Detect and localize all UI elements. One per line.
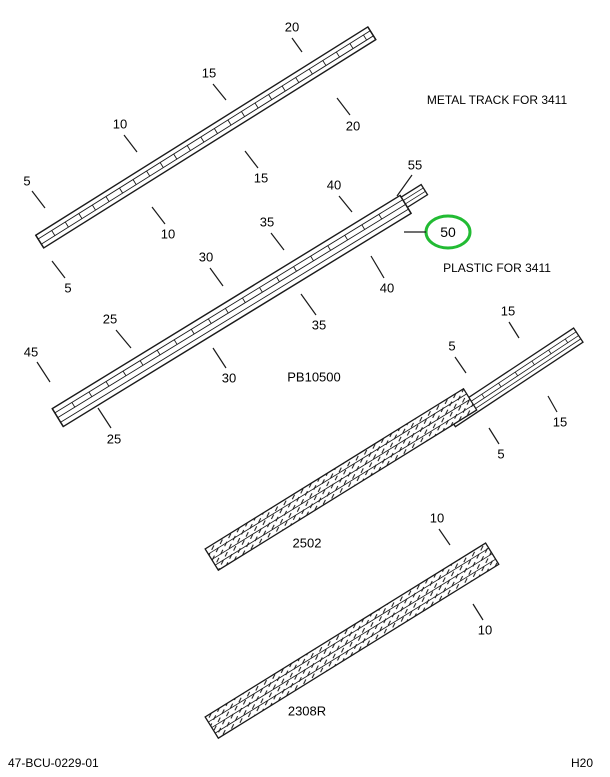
callout-label-5-3: 5 — [23, 173, 31, 189]
callout-label-10-2: 10 — [112, 116, 128, 132]
leader-line-5-21 — [489, 428, 499, 444]
leader-line-20-4 — [337, 98, 350, 115]
callout-label-45-13: 45 — [23, 344, 39, 360]
part-number-pb10500: PB10500 — [287, 369, 341, 385]
leader-line-35-15 — [301, 294, 316, 315]
note-metal-track: METAL TRACK FOR 3411 — [426, 93, 568, 107]
leader-line-5-3 — [32, 191, 45, 208]
metal-track-upper — [36, 27, 376, 248]
part-number-2502: 2502 — [292, 535, 322, 551]
leader-line-15-20 — [548, 396, 557, 412]
leader-line-25-12 — [116, 330, 131, 348]
callout-label-35-15: 35 — [311, 317, 327, 333]
callout-label-15-5: 15 — [253, 170, 269, 186]
leader-line-5-19 — [455, 357, 466, 373]
footer-sheet-code: H20 — [571, 756, 594, 770]
callout-leader-lines — [32, 38, 557, 620]
leader-line-15-18 — [509, 322, 519, 338]
leader-line-45-13 — [37, 362, 50, 382]
callout-label-25-12: 25 — [102, 311, 118, 327]
leader-line-5-7 — [52, 261, 65, 278]
callout-label-20-0: 20 — [284, 19, 300, 35]
callout-label-10-23: 10 — [477, 622, 493, 638]
leader-line-40-14 — [371, 256, 384, 278]
callout-label-40-14: 40 — [379, 280, 395, 296]
callout-label-40-9: 40 — [326, 177, 342, 193]
leader-line-10-2 — [124, 135, 137, 152]
leader-line-35-10 — [271, 233, 284, 250]
callout-label-15-20: 15 — [552, 414, 568, 430]
leader-line-10-6 — [152, 207, 165, 224]
leader-line-20-0 — [292, 38, 302, 52]
callout-label-10-22: 10 — [429, 510, 445, 526]
hatch-strip-2308r — [205, 543, 499, 738]
callout-label-30-16: 30 — [221, 370, 237, 386]
callout-label-50-highlighted: 50 — [440, 224, 456, 240]
leader-line-15-1 — [213, 84, 226, 100]
callout-label-15-18: 15 — [500, 303, 516, 319]
callout-label-10-6: 10 — [160, 226, 176, 242]
callout-label-5-7: 5 — [64, 280, 72, 296]
callout-label-5-19: 5 — [448, 338, 456, 354]
leader-line-30-11 — [210, 268, 223, 286]
callout-label-30-11: 30 — [198, 249, 214, 265]
leader-line-10-23 — [473, 604, 483, 620]
hatch-strip-2502 — [205, 389, 477, 570]
callout-label-35-10: 35 — [259, 214, 275, 230]
note-plastic: PLASTIC FOR 3411 — [443, 261, 551, 275]
footer-drawing-code: 47-BCU-0229-01 — [8, 756, 99, 770]
callout-label-5-21: 5 — [497, 446, 505, 462]
leader-line-10-22 — [439, 529, 450, 545]
callout-label-25-17: 25 — [106, 431, 122, 447]
leader-line-30-16 — [213, 348, 226, 368]
leader-line-15-5 — [245, 151, 258, 168]
callout-label-55-8: 55 — [407, 157, 423, 173]
callout-label-20-4: 20 — [345, 118, 361, 134]
part-number-2308r: 2308R — [287, 703, 327, 719]
leader-line-25-17 — [98, 408, 111, 428]
leader-line-40-9 — [339, 196, 352, 212]
callout-label-15-1: 15 — [201, 65, 217, 81]
